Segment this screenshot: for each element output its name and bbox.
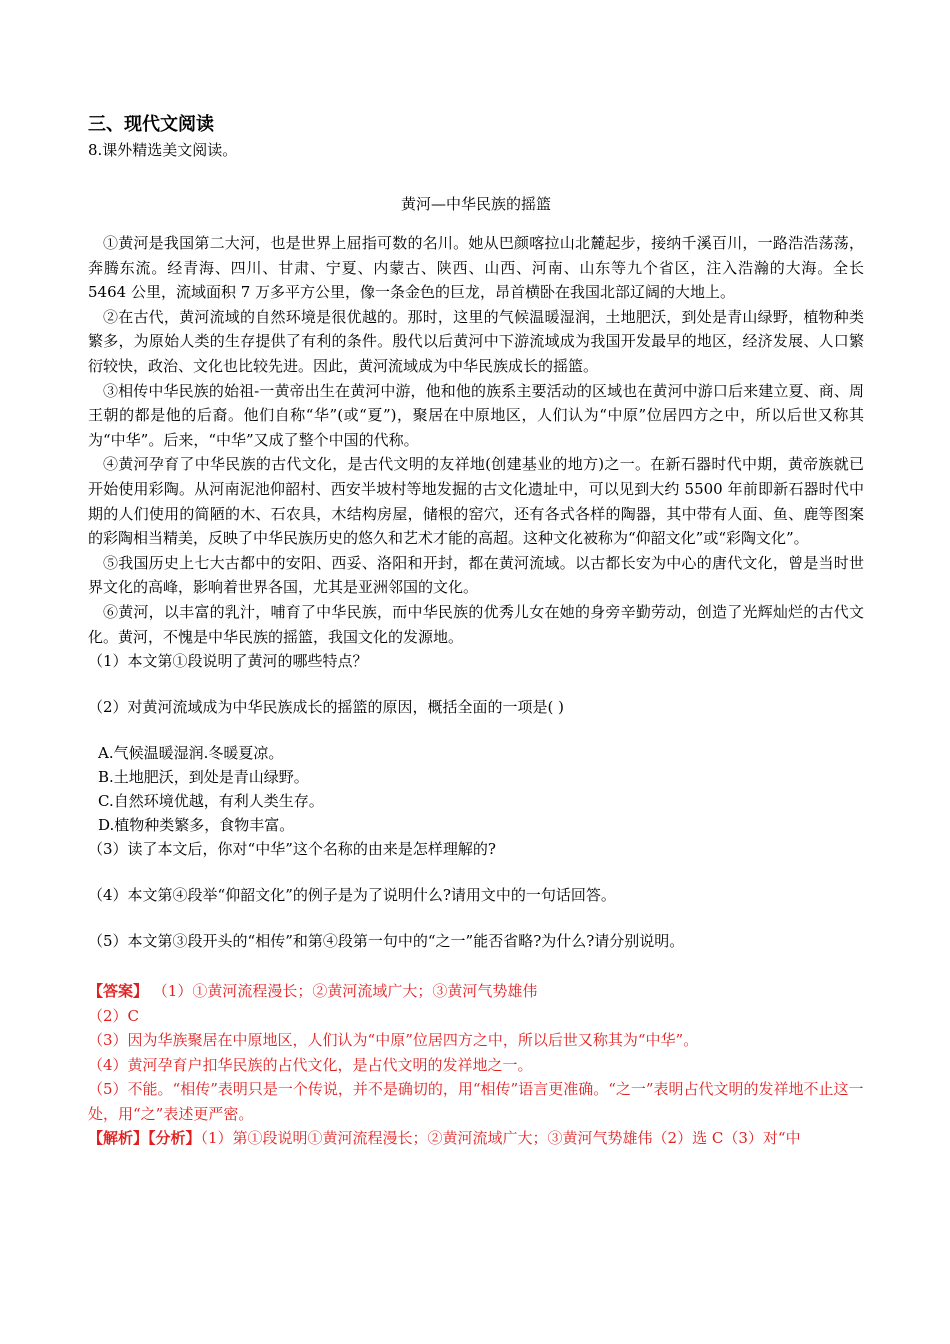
analysis-line <box>88 1126 864 1151</box>
answer-block <box>88 979 864 1151</box>
question-1: （1）本文第①段说明了黄河的哪些特点？ <box>88 652 368 671</box>
option-a: A.气候温暖湿润.冬暖夏凉。 <box>98 744 284 763</box>
article-title: 黄河—中华民族的摇篮 <box>400 195 551 213</box>
article-paragraph-4: ④黄河孕育了中华民族的古代文化，是古代文明的友祥地(创建基业的地方)之一。在新石器时代中期，黄帝族就已开始使用彩陶。从河南泥池仰韶村、西安半坡村等地发掘的古文化遗址中，可以见到大约 5500 年前即新石器时代中期的人们使用的简陋的木、石农具，木结构房屋，储根的窑穴，还有各式各样的陶器，其中带有人面、鱼、鹿等图案的彩陶相当精美，反映了中华民族历史的悠久和艺术才能的高超。这种文化被称为“仰韶文化”或“彩陶文化”。 <box>88 455 864 548</box>
answer-tag: 【答案】 <box>88 982 149 1001</box>
answer-line-3: （3）因为华族聚居在中原地区，人们认为“中原”位居四方之中，所以后世又称其为“中华”。 <box>88 1031 699 1050</box>
analysis-tag: 【解析】【分析】 <box>88 1129 201 1148</box>
answer-line-4: （4）黄河孕育户扣华民族的占代文化，是占代文明的发祥地之一。 <box>88 1055 533 1074</box>
question-3: （3）读了本文后，你对“中华”这个名称的由来是怎样理解的? <box>88 840 496 859</box>
option-c: C.自然环境优越，有利人类生存。 <box>98 792 324 811</box>
answer-space <box>88 719 864 741</box>
option-d: D.植物种类繁多，食物丰富。 <box>98 816 295 835</box>
answer-line-5: （5）不能。“相传”表明只是一个传说，并不是确切的，用“相传”语言更准确。“之一”表明占代文明的发祥地不止这一处，用“之”表述更严密。 <box>88 1080 864 1123</box>
option-b: B.土地肥沃，到处是青山绿野。 <box>98 768 309 787</box>
section-title: 三、现代文阅读 <box>88 114 214 135</box>
question-2: （2）对黄河流域成为中华民族成长的摇篮的原因，概括全面的一项是( ) <box>88 698 565 717</box>
answer-text-1: （1）①黄河流程漫长；②黄河流域广大；③黄河气势雄伟 <box>148 982 538 1001</box>
answer-line-2: （2）C <box>88 1006 140 1025</box>
article-paragraph-5: ⑤我国历史上七大古都中的安阳、西妥、洛阳和开封，都在黄河流域。以古都长安为中心的唐代文化，曾是当时世界文化的高峰，影响着世界各国，尤其是亚洲邻国的文化。 <box>88 553 864 597</box>
answer-space <box>88 861 864 883</box>
question-5: （5）本文第③段开头的“相传”和第④段第一句中的“之一”能否省略?为什么?请分别说明。 <box>88 932 685 951</box>
article-paragraph-6: ⑥黄河，以丰富的乳汁，哺育了中华民族，而中华民族的优秀儿女在她的身旁辛勤劳动，创造了光辉灿烂的古代文化。黄河，不愧是中华民族的摇篮，我国文化的发源地。 <box>88 602 864 646</box>
question-4: （4）本文第④段举“仰韶文化”的例子是为了说明什么?请用文中的一句话回答。 <box>88 886 616 905</box>
article-paragraph-1: ①黄河是我国第二大河，也是世界上屈指可数的名川。她从巴颜喀拉山北麓起步，接纳千溪百川，一路浩浩荡荡，奔腾东流。经青海、四川、甘肃、宁夏、内蒙古、陕西、山西、河南、山东等九个省区，注入浩瀚的大海。全长 5464 公里，流域面积 7 万多平方公里，像一条金色的巨龙，昂首横卧在我国北部辽阔的大地上。 <box>88 234 864 302</box>
answer-space <box>88 907 864 929</box>
answer-line-1 <box>88 979 864 1004</box>
article-paragraph-2: ②在古代，黄河流域的自然环境是很优越的。那时，这里的气候温暖湿润，土地肥沃，到处是青山绿野，植物种类繁多，为原始人类的生存提供了有利的条件。殷代以后黄河中下游流域成为我国开发最早的地区，经济发展、人口繁衍较快，政治、文化也比较先进。因此，黄河流域成为中华民族成长的摇篮。 <box>88 307 864 375</box>
question-intro: 8.课外精选美文阅读。 <box>88 141 238 159</box>
answer-space <box>88 673 864 695</box>
article-paragraph-3: ③相传中华民族的始祖-一黄帝出生在黄河中游，他和他的族系主要活动的区域也在黄河中游口后来建立夏、商、周王朝的都是他的后裔。他们自称“华”(或“夏”)，聚居在中原地区，人们认为“中原”位居四方之中，所以后世又称其为“中华”。后来，“中华”又成了整个中国的代称。 <box>88 381 864 449</box>
document-page <box>88 112 864 1151</box>
analysis-text: （1）第①段说明①黄河流程漫长；②黄河流域广大；③黄河气势雄伟（2）选 C（3）对“中 <box>200 1129 801 1148</box>
